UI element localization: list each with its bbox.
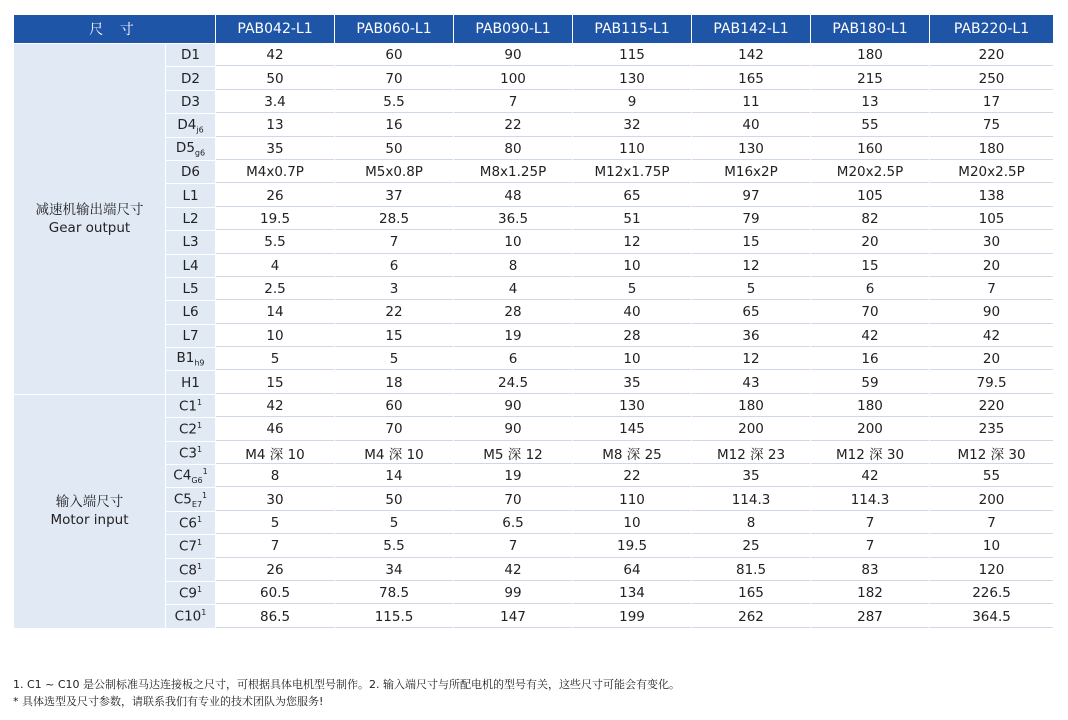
table-cell: 30: [216, 488, 335, 511]
table-cell: 42: [930, 324, 1054, 347]
model-header: PAB142-L1: [692, 15, 811, 44]
table-row: [14, 44, 1054, 67]
table-row: [14, 581, 1054, 604]
table-cell: 250: [930, 67, 1054, 90]
dimension-code: D5: [175, 139, 195, 156]
table-cell: 5: [216, 511, 335, 534]
table-cell: 78.5: [335, 581, 454, 604]
table-cell: 60: [335, 394, 454, 417]
table-cell: 115: [573, 44, 692, 67]
table-row: [14, 535, 1054, 558]
dimension-code: C4: [173, 467, 192, 484]
dimension-code: L6: [182, 304, 199, 321]
group-label-en: Gear output: [48, 219, 131, 236]
table-cell: 5: [216, 348, 335, 371]
table-cell: 160: [811, 137, 930, 160]
dimension-label: [166, 207, 216, 230]
table-cell: 114.3: [811, 488, 930, 511]
table-cell: 180: [811, 44, 930, 67]
table-cell: 13: [216, 114, 335, 137]
table-cell: 75: [930, 114, 1054, 137]
table-cell: 70: [454, 488, 573, 511]
table-cell: 165: [692, 67, 811, 90]
dimension-label: [166, 465, 216, 488]
table-cell: 120: [930, 558, 1054, 581]
dimension-table: [13, 14, 1054, 629]
table-cell: M4 深 10: [216, 441, 335, 464]
table-cell: 199: [573, 605, 692, 628]
table-row: [14, 231, 1054, 254]
table-cell: 11: [692, 90, 811, 113]
table-row: [14, 605, 1054, 628]
dimension-code: C3: [178, 445, 197, 462]
table-cell: 10: [573, 511, 692, 534]
table-row: [14, 90, 1054, 113]
table-cell: 20: [930, 348, 1054, 371]
group-label-cn: 输入端尺寸: [55, 494, 124, 511]
table-cell: 105: [930, 207, 1054, 230]
table-cell: 10: [454, 231, 573, 254]
dimension-label: [166, 160, 216, 183]
dimension-label: [166, 418, 216, 441]
table-cell: 90: [454, 394, 573, 417]
table-cell: 7: [930, 511, 1054, 534]
table-cell: 46: [216, 418, 335, 441]
table-cell: 80: [454, 137, 573, 160]
table-cell: 36.5: [454, 207, 573, 230]
note-superscript: 1: [196, 421, 203, 431]
table-cell: 59: [811, 371, 930, 394]
table-cell: 43: [692, 371, 811, 394]
dimension-label: [166, 441, 216, 464]
table-cell: 15: [692, 231, 811, 254]
table-cell: 5: [692, 277, 811, 300]
table-cell: 97: [692, 184, 811, 207]
dimension-label: [166, 137, 216, 160]
table-cell: 86.5: [216, 605, 335, 628]
table-cell: 26: [216, 184, 335, 207]
model-header: PAB090-L1: [454, 15, 573, 44]
table-cell: M16x2P: [692, 160, 811, 183]
table-cell: 82: [811, 207, 930, 230]
table-row: [14, 301, 1054, 324]
table-cell: 8: [454, 254, 573, 277]
table-cell: 110: [573, 137, 692, 160]
table-cell: 15: [811, 254, 930, 277]
table-cell: 28: [573, 324, 692, 347]
dimension-label: [166, 348, 216, 371]
table-cell: 42: [811, 324, 930, 347]
dimension-code: D2: [181, 70, 200, 87]
table-cell: 5.5: [216, 231, 335, 254]
dimension-code: D1: [181, 47, 200, 64]
dimension-code: D6: [181, 164, 200, 181]
table-cell: 6: [811, 277, 930, 300]
table-cell: 79: [692, 207, 811, 230]
table-cell: 60.5: [216, 581, 335, 604]
table-cell: 7: [454, 90, 573, 113]
table-cell: M12x1.75P: [573, 160, 692, 183]
table-cell: 287: [811, 605, 930, 628]
table-cell: 28.5: [335, 207, 454, 230]
table-cell: 115.5: [335, 605, 454, 628]
table-cell: 6: [335, 254, 454, 277]
dimension-code: H1: [181, 374, 200, 391]
table-cell: 19: [454, 465, 573, 488]
table-cell: M12 深 23: [692, 441, 811, 464]
table-cell: 7: [811, 511, 930, 534]
dimension-label: [166, 558, 216, 581]
table-cell: 42: [216, 394, 335, 417]
table-cell: 90: [454, 44, 573, 67]
table-cell: 10: [930, 535, 1054, 558]
dimension-label: [166, 277, 216, 300]
dimension-label: [166, 581, 216, 604]
table-cell: 134: [573, 581, 692, 604]
note-superscript: 1: [196, 397, 203, 407]
table-cell: 70: [335, 418, 454, 441]
table-cell: 36: [692, 324, 811, 347]
dimension-code: D3: [181, 93, 200, 110]
table-cell: 90: [930, 301, 1054, 324]
table-cell: 130: [573, 394, 692, 417]
dimension-label: [166, 324, 216, 347]
table-row: [14, 348, 1054, 371]
table-cell: 7: [216, 535, 335, 558]
table-row: [14, 137, 1054, 160]
note-superscript: 1: [201, 608, 207, 618]
table-cell: M4 深 10: [335, 441, 454, 464]
table-cell: 83: [811, 558, 930, 581]
table-cell: 37: [335, 184, 454, 207]
group-label-cn: 减速机输出端尺寸: [35, 201, 144, 218]
table-cell: 19.5: [573, 535, 692, 558]
table-cell: 220: [930, 44, 1054, 67]
table-cell: 25: [692, 535, 811, 558]
dimension-label: [166, 605, 216, 628]
table-cell: 2.5: [216, 277, 335, 300]
tolerance-subscript: E7: [191, 499, 203, 509]
table-cell: 5.5: [335, 90, 454, 113]
table-cell: 10: [573, 254, 692, 277]
dimension-code: L1: [182, 187, 199, 204]
table-cell: 200: [692, 418, 811, 441]
table-cell: 6.5: [454, 511, 573, 534]
table-cell: 42: [811, 465, 930, 488]
table-cell: 32: [573, 114, 692, 137]
dimension-code: C8: [178, 562, 197, 579]
dimension-code: L2: [182, 210, 199, 227]
footnote-1: 1. C1 ~ C10 是公制标准马达连接板之尺寸，可根据具体电机型号制作。2. 输入端尺寸与所配电机的型号有关，这些尺寸可能会有变化。: [13, 678, 681, 691]
table-cell: 35: [573, 371, 692, 394]
model-header: PAB060-L1: [335, 15, 454, 44]
table-cell: 20: [811, 231, 930, 254]
dimension-label: [166, 231, 216, 254]
table-cell: 20: [930, 254, 1054, 277]
table-row: [14, 558, 1054, 581]
table-cell: 40: [573, 301, 692, 324]
table-cell: 8: [692, 511, 811, 534]
table-cell: 12: [573, 231, 692, 254]
table-cell: 81.5: [692, 558, 811, 581]
table-cell: 180: [692, 394, 811, 417]
group-label-en: Motor input: [50, 512, 129, 529]
table-cell: 235: [930, 418, 1054, 441]
table-cell: 105: [811, 184, 930, 207]
model-header: PAB042-L1: [216, 15, 335, 44]
table-cell: 12: [692, 348, 811, 371]
dimension-code: L5: [182, 281, 199, 298]
table-cell: 50: [335, 488, 454, 511]
model-header: PAB115-L1: [573, 15, 692, 44]
table-cell: 17: [930, 90, 1054, 113]
table-cell: 130: [573, 67, 692, 90]
table-cell: M12 深 30: [930, 441, 1054, 464]
table-cell: 90: [454, 418, 573, 441]
dimension-label: [166, 511, 216, 534]
table-cell: 12: [692, 254, 811, 277]
dimension-label: [166, 67, 216, 90]
dimension-label: [166, 184, 216, 207]
table-cell: 16: [335, 114, 454, 137]
table-row: [14, 254, 1054, 277]
dimension-label: [166, 394, 216, 417]
table-cell: M20x2.5P: [811, 160, 930, 183]
table-cell: 200: [811, 418, 930, 441]
table-cell: 55: [930, 465, 1054, 488]
table-cell: 22: [454, 114, 573, 137]
table-cell: 100: [454, 67, 573, 90]
table-cell: 19: [454, 324, 573, 347]
table-cell: 40: [692, 114, 811, 137]
table-cell: M8x1.25P: [454, 160, 573, 183]
table-cell: 24.5: [454, 371, 573, 394]
table-cell: 35: [216, 137, 335, 160]
table-row: [14, 160, 1054, 183]
table-cell: 5.5: [335, 535, 454, 558]
tolerance-subscript: G6: [191, 476, 203, 486]
table-cell: 147: [454, 605, 573, 628]
table-cell: M4x0.7P: [216, 160, 335, 183]
table-cell: 142: [692, 44, 811, 67]
table-cell: 200: [930, 488, 1054, 511]
dimension-code: C10: [174, 608, 202, 625]
table-cell: 7: [335, 231, 454, 254]
table-cell: 180: [811, 394, 930, 417]
table-cell: 15: [335, 324, 454, 347]
table-cell: 19.5: [216, 207, 335, 230]
table-cell: 35: [692, 465, 811, 488]
table-cell: 50: [335, 137, 454, 160]
table-cell: 70: [335, 67, 454, 90]
table-cell: 42: [454, 558, 573, 581]
table-cell: 64: [573, 558, 692, 581]
table-cell: 110: [573, 488, 692, 511]
table-cell: M8 深 25: [573, 441, 692, 464]
table-cell: 9: [573, 90, 692, 113]
dimension-label: [166, 44, 216, 67]
table-cell: 13: [811, 90, 930, 113]
dimension-code: C2: [178, 421, 197, 438]
note-superscript: 1: [202, 467, 208, 477]
table-cell: 4: [216, 254, 335, 277]
table-cell: 5: [335, 348, 454, 371]
table-cell: 5: [573, 277, 692, 300]
dimension-header: 尺 寸: [14, 15, 216, 44]
group-label: [14, 394, 166, 628]
table-row: [14, 418, 1054, 441]
table-cell: 7: [930, 277, 1054, 300]
table-cell: M20x2.5P: [930, 160, 1054, 183]
table-cell: 16: [811, 348, 930, 371]
dimension-code: C9: [178, 585, 197, 602]
table-row: [14, 441, 1054, 464]
dimension-label: [166, 535, 216, 558]
dimension-label: [166, 90, 216, 113]
table-cell: 130: [692, 137, 811, 160]
dimension-code: C7: [178, 538, 197, 555]
table-cell: 364.5: [930, 605, 1054, 628]
table-cell: 99: [454, 581, 573, 604]
table-cell: 14: [216, 301, 335, 324]
table-cell: 114.3: [692, 488, 811, 511]
model-header: PAB220-L1: [930, 15, 1054, 44]
table-cell: 48: [454, 184, 573, 207]
table-cell: 6: [454, 348, 573, 371]
tolerance-subscript: g6: [194, 148, 206, 158]
dimension-label: [166, 301, 216, 324]
table-cell: 4: [454, 277, 573, 300]
table-cell: 3: [335, 277, 454, 300]
note-superscript: 1: [196, 584, 203, 594]
dimension-table-container: [13, 14, 1053, 629]
note-superscript: 1: [196, 514, 203, 524]
table-cell: 70: [811, 301, 930, 324]
table-cell: M12 深 30: [811, 441, 930, 464]
table-cell: 220: [930, 394, 1054, 417]
table-cell: 182: [811, 581, 930, 604]
model-header: PAB180-L1: [811, 15, 930, 44]
group-label: [14, 44, 166, 395]
table-cell: 60: [335, 44, 454, 67]
table-cell: 79.5: [930, 371, 1054, 394]
dimension-code: L7: [182, 327, 199, 344]
table-row: [14, 114, 1054, 137]
dimension-code: D4: [177, 116, 197, 133]
table-cell: 14: [335, 465, 454, 488]
table-cell: 7: [454, 535, 573, 558]
table-cell: 42: [216, 44, 335, 67]
table-cell: 30: [930, 231, 1054, 254]
table-cell: 26: [216, 558, 335, 581]
table-row: [14, 324, 1054, 347]
tolerance-subscript: j6: [196, 125, 204, 135]
table-cell: 262: [692, 605, 811, 628]
table-cell: 15: [216, 371, 335, 394]
dimension-label: [166, 254, 216, 277]
note-superscript: 1: [196, 561, 203, 571]
table-header-row: [14, 15, 1054, 44]
table-row: [14, 465, 1054, 488]
table-row: [14, 511, 1054, 534]
dimension-code: L4: [182, 257, 199, 274]
table-row: [14, 67, 1054, 90]
table-cell: 215: [811, 67, 930, 90]
dimension-code: B1: [176, 350, 195, 367]
table-cell: 3.4: [216, 90, 335, 113]
table-cell: 165: [692, 581, 811, 604]
table-cell: 5: [335, 511, 454, 534]
footnote-2: * 具体选型及尺寸参数，请联系我们有专业的技术团队为您服务!: [13, 695, 324, 708]
table-row: [14, 394, 1054, 417]
table-cell: 55: [811, 114, 930, 137]
table-cell: 65: [573, 184, 692, 207]
dimension-code: C5: [173, 491, 192, 508]
note-superscript: 1: [196, 538, 203, 548]
table-cell: 18: [335, 371, 454, 394]
table-cell: 22: [573, 465, 692, 488]
table-cell: 7: [811, 535, 930, 558]
table-cell: 50: [216, 67, 335, 90]
table-row: [14, 207, 1054, 230]
dimension-code: C1: [178, 398, 197, 415]
table-cell: 8: [216, 465, 335, 488]
table-cell: 65: [692, 301, 811, 324]
table-row: [14, 371, 1054, 394]
table-cell: 22: [335, 301, 454, 324]
table-row: [14, 277, 1054, 300]
dimension-label: [166, 488, 216, 511]
table-cell: 28: [454, 301, 573, 324]
footnotes: [13, 676, 680, 710]
note-superscript: 1: [196, 444, 203, 454]
dimension-code: C6: [178, 515, 197, 532]
table-row: [14, 488, 1054, 511]
dimension-label: [166, 371, 216, 394]
table-cell: M5 深 12: [454, 441, 573, 464]
table-cell: 10: [216, 324, 335, 347]
table-cell: 34: [335, 558, 454, 581]
table-cell: 180: [930, 137, 1054, 160]
table-cell: 138: [930, 184, 1054, 207]
table-cell: 145: [573, 418, 692, 441]
dimension-label: [166, 114, 216, 137]
note-superscript: 1: [202, 490, 208, 500]
dimension-code: L3: [182, 234, 199, 251]
table-row: [14, 184, 1054, 207]
table-cell: 226.5: [930, 581, 1054, 604]
tolerance-subscript: h9: [194, 359, 205, 369]
table-cell: 10: [573, 348, 692, 371]
table-cell: M5x0.8P: [335, 160, 454, 183]
table-cell: 51: [573, 207, 692, 230]
